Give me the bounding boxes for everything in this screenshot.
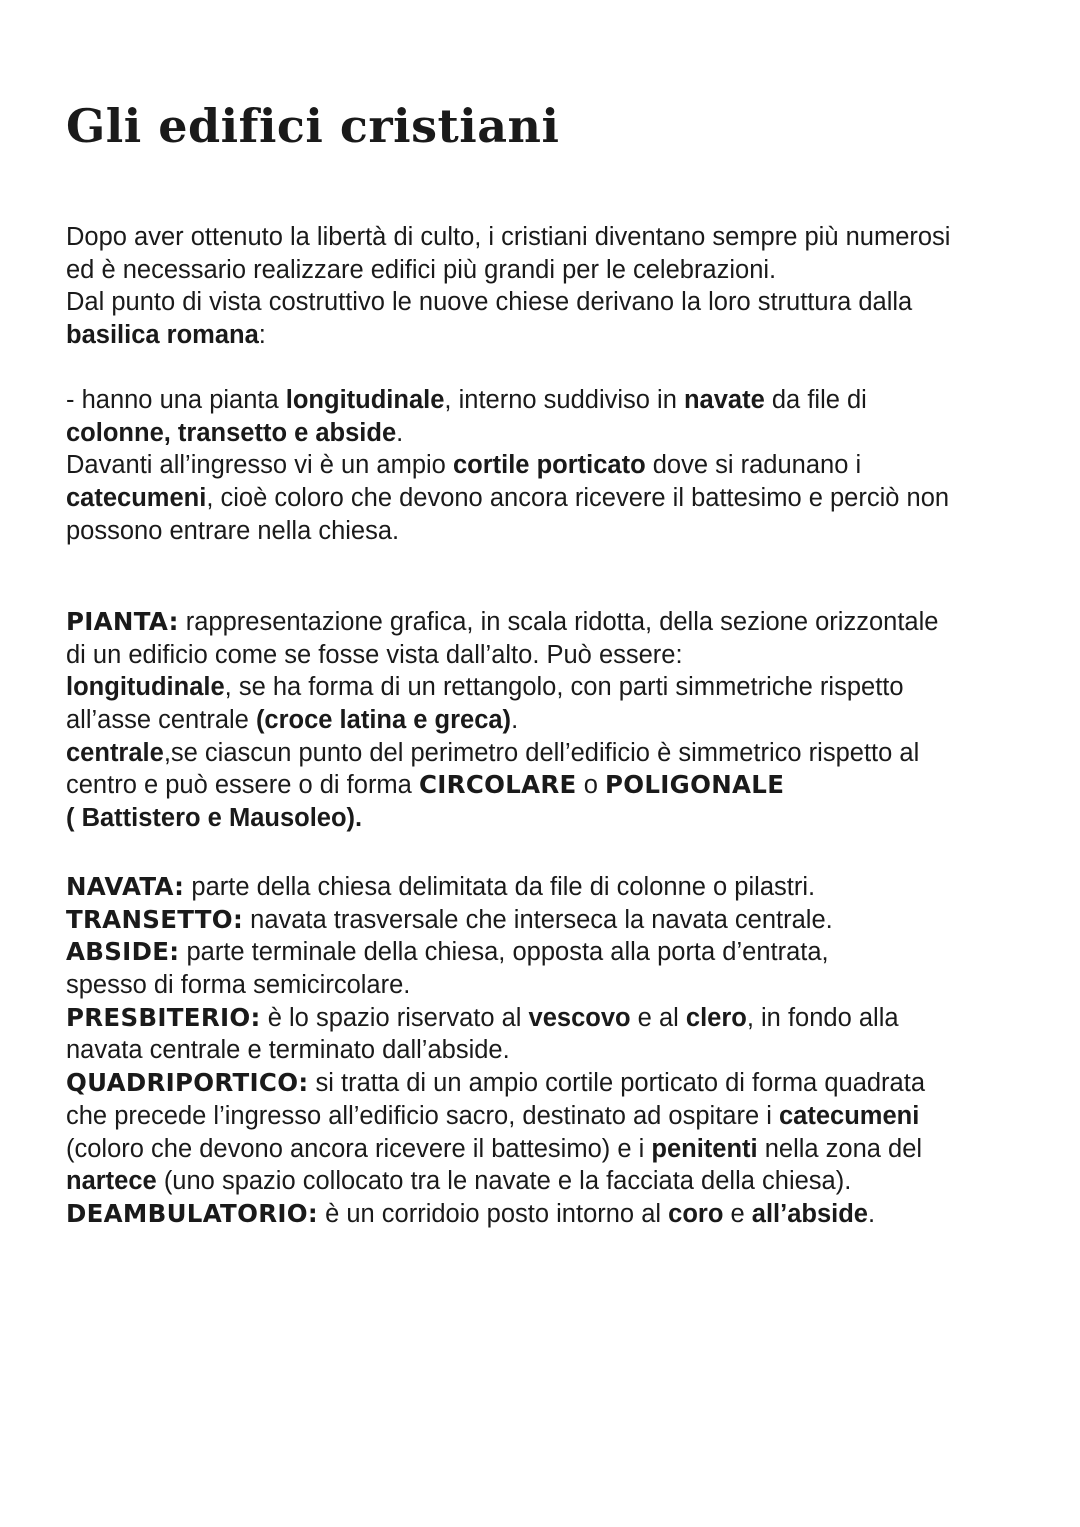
bold-caps-text: CIRCOLARE <box>418 770 577 800</box>
bold-caps-text: POLIGONALE <box>604 770 785 800</box>
glossary-line <box>66 1100 1026 1133</box>
glossary <box>66 871 1026 1231</box>
bold-text: centrale <box>66 738 164 767</box>
term-pianta: PIANTA: <box>66 607 179 636</box>
text: , se ha forma di un rettangolo, con parti simmetriche rispetto <box>224 673 904 702</box>
bold-text: catecumeni <box>66 484 207 513</box>
text: parte della chiesa delimitata da file di colonne o pilastri. <box>184 873 816 901</box>
term-transetto: TRANSETTO: <box>66 904 244 934</box>
text: (uno spazio collocato tra le navate e la facciata della chiesa). <box>156 1167 852 1196</box>
text: navata trasversale che interseca la navata centrale. <box>243 905 833 934</box>
text: che precede l’ingresso all’edificio sacro, destinato ad ospitare i <box>66 1101 779 1130</box>
glossary-line: spesso di forma semicircolare. <box>66 971 411 1000</box>
plan-line <box>66 671 1026 704</box>
term-quadriportico: QUADRIPORTICO: <box>66 1068 309 1098</box>
plan-line <box>66 737 1026 770</box>
term-navata: NAVATA: <box>66 872 185 901</box>
glossary-line <box>66 936 1026 969</box>
text: Davanti all’ingresso vi è un ampio <box>66 451 453 480</box>
bold-text: all’abside <box>751 1199 868 1228</box>
text: , interno suddiviso in <box>444 386 684 414</box>
text: e al <box>630 1003 686 1032</box>
bold-text: longitudinale <box>285 386 445 414</box>
glossary-line <box>66 871 1026 904</box>
features-line: possono entrare nella chiesa. <box>66 516 400 545</box>
bold-text: (croce latina e greca) <box>255 706 512 735</box>
term-deambulatorio: DEAMBULATORIO: <box>66 1198 318 1228</box>
text: rappresentazione grafica, in scala ridotta, della sezione orizzontale <box>178 608 939 636</box>
glossary-line <box>66 904 1026 937</box>
bold-text: longitudinale <box>66 673 225 702</box>
bold-text: coro <box>668 1199 724 1228</box>
intro-line: Dopo aver ottenuto la libertà di culto, i cristiani diventano sempre più numerosi <box>66 223 951 251</box>
features-line <box>66 449 1026 482</box>
intro-paragraph <box>66 221 1026 352</box>
text: . <box>396 418 404 447</box>
text: (coloro che devono ancora ricevere il battesimo) e i <box>66 1134 652 1163</box>
glossary-line <box>66 1002 1026 1035</box>
features-line <box>66 384 1026 417</box>
text: si tratta di un ampio cortile porticato di forma quadrata <box>308 1069 925 1098</box>
bold-text: cortile porticato <box>452 451 646 480</box>
text: . <box>868 1199 876 1228</box>
plan-line <box>66 704 1026 737</box>
term-presbiterio: PRESBITERIO: <box>66 1002 261 1032</box>
plan-line <box>66 606 1026 639</box>
bold-text: vescovo <box>528 1003 631 1032</box>
bold-text: catecumeni <box>778 1101 920 1130</box>
intro-line <box>66 319 1026 352</box>
text: parte terminale della chiesa, opposta alla porta d’entrata, <box>179 938 829 967</box>
glossary-line <box>66 1067 1026 1100</box>
text: nella zona del <box>757 1134 923 1163</box>
text: ,se ciascun punto del perimetro dell’edificio è simmetrico rispetto al <box>163 738 920 767</box>
glossary-line <box>66 1198 1026 1231</box>
text: centro e può essere o di forma <box>66 771 419 800</box>
term-abside: ABSIDE: <box>66 937 180 967</box>
bold-text: navate <box>683 386 765 414</box>
features-line <box>66 482 1026 515</box>
glossary-line: navata centrale e terminato dall’abside. <box>66 1036 510 1065</box>
bold-text: basilica romana <box>66 321 259 350</box>
bold-text: clero <box>685 1003 747 1032</box>
intro-line: Dal punto di vista costruttivo le nuove chiese derivano la loro struttura dalla <box>66 288 913 317</box>
text: , in fondo alla <box>746 1003 899 1032</box>
page-title: Gli edifici cristiani <box>66 99 560 153</box>
glossary-line <box>66 1133 1026 1166</box>
intro-line: ed è necessario realizzare edifici più grandi per le celebrazioni. <box>66 255 777 284</box>
bold-text: nartece <box>66 1167 157 1196</box>
plan-line <box>66 802 1026 835</box>
text: da file di <box>764 386 867 414</box>
text: - hanno una pianta <box>66 386 286 414</box>
text: è un corridoio posto intorno al <box>318 1199 669 1228</box>
text: all’asse centrale <box>66 706 256 735</box>
text: o <box>576 771 605 800</box>
text: : <box>258 321 266 350</box>
text: è lo spazio riservato al <box>260 1003 529 1032</box>
plan-definition <box>66 606 1026 835</box>
glossary-line <box>66 1165 1026 1198</box>
features-line <box>66 417 1026 450</box>
text: dove si radunano i <box>645 451 862 480</box>
bold-text: ( Battistero e Mausoleo). <box>66 804 363 833</box>
text: e <box>723 1199 752 1228</box>
plan-line <box>66 769 1026 802</box>
plan-line: di un edificio come se fosse vista dall’alto. Può essere: <box>66 640 683 669</box>
bold-text: penitenti <box>651 1134 758 1163</box>
text: . <box>511 706 519 735</box>
bold-text: colonne, transetto e abside <box>66 418 397 447</box>
features-paragraph <box>66 384 1026 547</box>
text: , cioè coloro che devono ancora ricevere il battesimo e perciò non <box>206 484 950 513</box>
